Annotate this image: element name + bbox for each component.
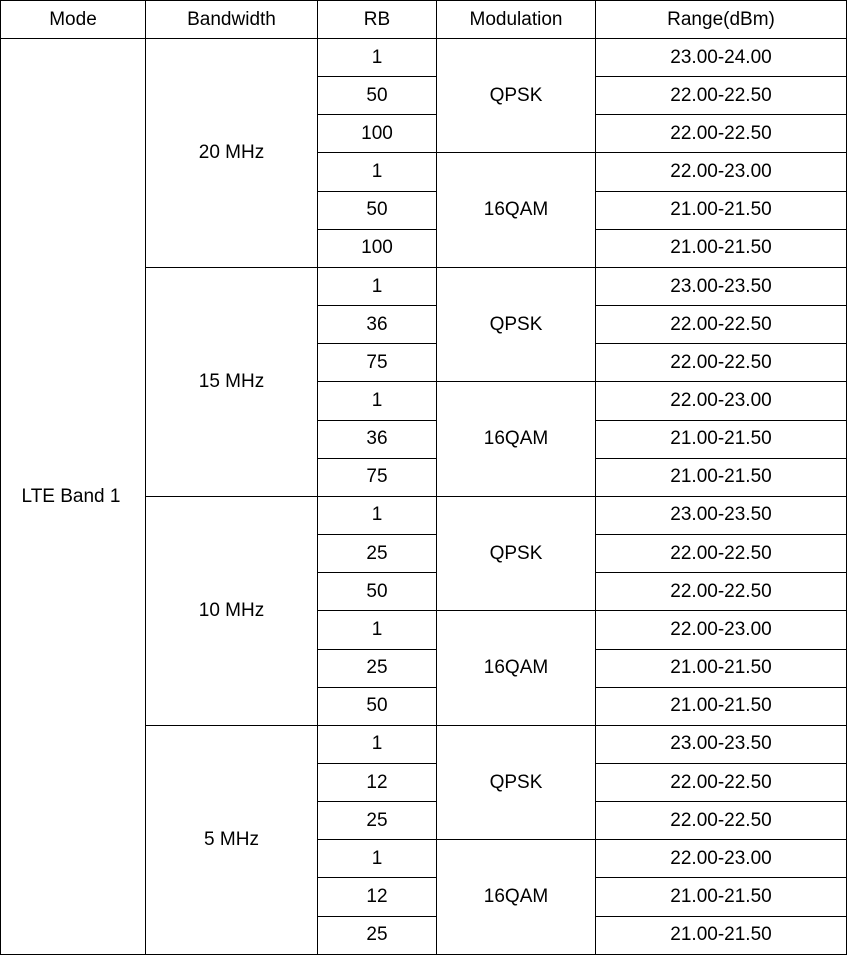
- range-cell: 22.00-22.50: [596, 306, 847, 344]
- bandwidth-cell: 20 MHz: [146, 39, 318, 268]
- rb-cell: 1: [318, 725, 437, 763]
- bandwidth-cell: 15 MHz: [146, 267, 318, 496]
- rb-cell: 100: [318, 115, 437, 153]
- modulation-cell: 16QAM: [437, 611, 596, 725]
- rb-cell: 1: [318, 496, 437, 534]
- range-cell: 23.00-23.50: [596, 267, 847, 305]
- rb-cell: 75: [318, 458, 437, 496]
- rb-cell: 50: [318, 77, 437, 115]
- range-cell: 22.00-22.50: [596, 573, 847, 611]
- header-range: Range(dBm): [596, 1, 847, 39]
- rb-cell: 1: [318, 382, 437, 420]
- range-cell: 22.00-23.00: [596, 840, 847, 878]
- rb-cell: 50: [318, 687, 437, 725]
- header-bandwidth: Bandwidth: [146, 1, 318, 39]
- modulation-cell: 16QAM: [437, 153, 596, 267]
- range-cell: 22.00-23.00: [596, 382, 847, 420]
- mode-cell: LTE Band 1: [1, 39, 146, 955]
- rb-cell: 25: [318, 649, 437, 687]
- range-cell: 22.00-22.50: [596, 763, 847, 801]
- modulation-cell: QPSK: [437, 496, 596, 610]
- range-cell: 21.00-21.50: [596, 687, 847, 725]
- range-cell: 22.00-22.50: [596, 344, 847, 382]
- rb-cell: 50: [318, 191, 437, 229]
- rb-cell: 1: [318, 267, 437, 305]
- rb-cell: 50: [318, 573, 437, 611]
- rb-cell: 1: [318, 39, 437, 77]
- modulation-cell: 16QAM: [437, 840, 596, 955]
- range-cell: 21.00-21.50: [596, 191, 847, 229]
- header-rb: RB: [318, 1, 437, 39]
- rb-cell: 36: [318, 306, 437, 344]
- rb-cell: 25: [318, 535, 437, 573]
- range-cell: 21.00-21.50: [596, 420, 847, 458]
- bandwidth-cell: 10 MHz: [146, 496, 318, 725]
- rb-cell: 75: [318, 344, 437, 382]
- range-cell: 23.00-24.00: [596, 39, 847, 77]
- header-modulation: Modulation: [437, 1, 596, 39]
- rb-cell: 25: [318, 916, 437, 954]
- header-mode: Mode: [1, 1, 146, 39]
- range-cell: 22.00-22.50: [596, 535, 847, 573]
- bandwidth-cell: 5 MHz: [146, 725, 318, 954]
- range-cell: 22.00-22.50: [596, 77, 847, 115]
- header-row: [1, 1, 847, 39]
- modulation-cell: 16QAM: [437, 382, 596, 496]
- range-cell: 22.00-22.50: [596, 115, 847, 153]
- rb-cell: 12: [318, 878, 437, 916]
- range-cell: 21.00-21.50: [596, 916, 847, 954]
- rb-cell: 1: [318, 153, 437, 191]
- modulation-cell: QPSK: [437, 267, 596, 381]
- range-cell: 22.00-22.50: [596, 802, 847, 840]
- range-cell: 21.00-21.50: [596, 458, 847, 496]
- rb-cell: 12: [318, 763, 437, 801]
- rb-cell: 100: [318, 229, 437, 267]
- range-cell: 23.00-23.50: [596, 496, 847, 534]
- range-cell: 23.00-23.50: [596, 725, 847, 763]
- rb-cell: 36: [318, 420, 437, 458]
- modulation-cell: QPSK: [437, 39, 596, 153]
- rb-cell: 25: [318, 802, 437, 840]
- range-cell: 22.00-23.00: [596, 153, 847, 191]
- range-cell: 21.00-21.50: [596, 229, 847, 267]
- range-cell: 22.00-23.00: [596, 611, 847, 649]
- rb-cell: 1: [318, 840, 437, 878]
- range-cell: 21.00-21.50: [596, 878, 847, 916]
- table-body: [1, 39, 847, 955]
- modulation-cell: QPSK: [437, 725, 596, 839]
- table-row: [1, 39, 847, 77]
- rb-cell: 1: [318, 611, 437, 649]
- range-cell: 21.00-21.50: [596, 649, 847, 687]
